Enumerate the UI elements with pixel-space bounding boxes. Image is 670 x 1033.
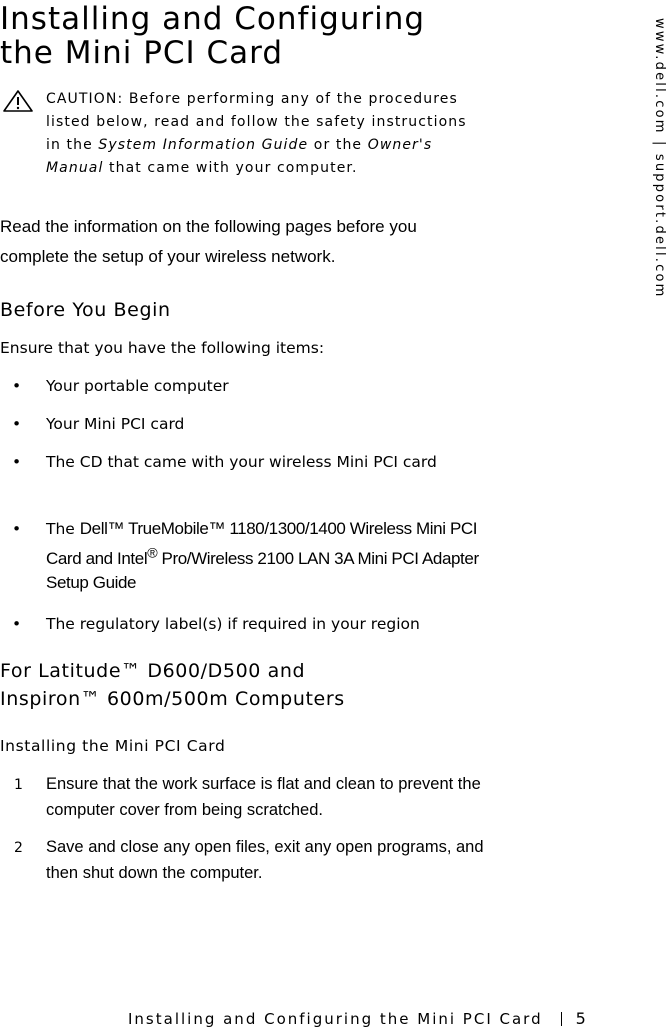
system-information-guide-title: System Information Guide [98,137,309,153]
caution-label: CAUTION: [46,91,124,107]
list-item: • Your portable computer [12,377,229,395]
footer-divider [561,1012,562,1026]
page-number: 5 [575,1009,586,1028]
setup-guide-title: Dell™ TrueMobile™ 1180/1300/1400 Wireless Mini PCI Card and Intel® Pro/Wireless 2100 LAN 3A Mini PCI Adapter Setup Guide [46,519,479,592]
list-item: • The CD that came with your wireless Mini PCI card [12,453,437,471]
installation-steps [0,771,500,886]
side-url-text: www.dell.com | support.dell.com [652,18,667,299]
step-item: 2 Save and close any open files, exit any open programs, and then shut down the computer. [14,838,484,882]
list-item: • Your Mini PCI card [12,415,185,433]
intro-paragraph: Read the information on the following pages before you complete the setup of your wireless network. [0,217,417,266]
title-line-2: the Mini PCI Card [0,35,284,71]
page-footer [128,1008,586,1030]
latitude-inspiron-heading: For Latitude™ D600/D500 and Inspiron™ 600m/500m Computers [0,660,345,710]
list-item: • The Dell™ TrueMobile™ 1180/1300/1400 Wireless Mini PCI Card and Intel® Pro/Wireless 2100 LAN 3A Mini PCI Adapter Setup Guide [12,519,479,592]
installing-subheading: Installing the Mini PCI Card [0,737,226,755]
list-item: • The regulatory label(s) if required in your region [12,615,420,633]
title-line-1: Installing and Configuring [0,1,426,37]
warning-triangle-icon [2,90,34,112]
required-items-list [0,374,500,636]
caution-note: CAUTION: Before performing any of the procedures listed below, read and follow the safety instructions in the System Information Guide or the Owner's Manual that came with your computer. [46,91,467,176]
before-you-begin-heading: Before You Begin [0,299,171,321]
footer-title: Installing and Configuring the Mini PCI Card [128,1010,543,1028]
step-item: 1 Ensure that the work surface is flat and clean to prevent the computer cover from being scratched. [14,775,481,819]
ensure-items-text: Ensure that you have the following items: [0,339,325,357]
owners-manual-title: Owner's Manual [46,137,433,176]
page-title [0,2,470,70]
